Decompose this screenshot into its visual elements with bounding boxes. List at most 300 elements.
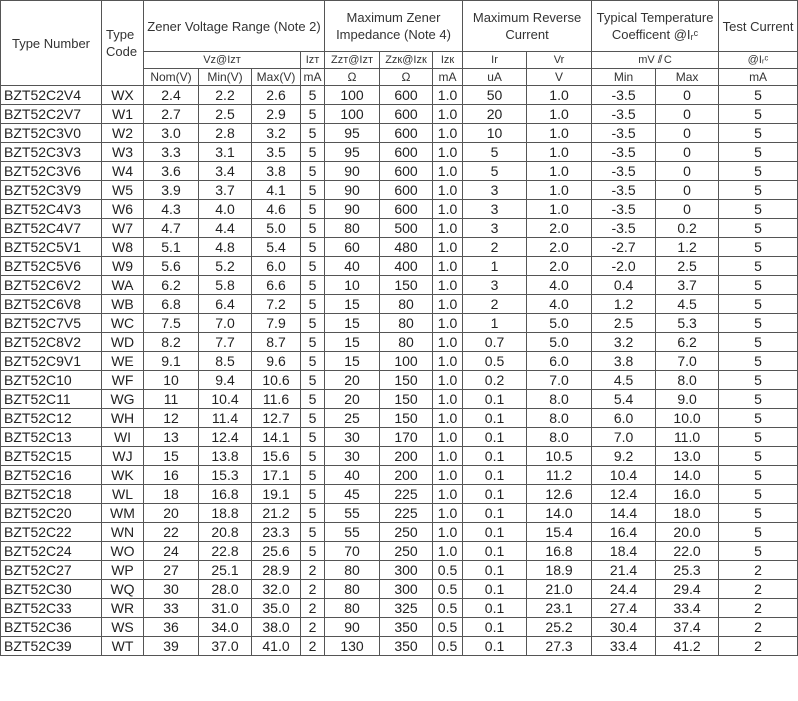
cell-tc-min: 30.4: [592, 618, 656, 637]
cell-izk: 1.0: [433, 162, 463, 181]
header-izt: Izт: [301, 52, 325, 69]
cell-ir: 0.1: [463, 447, 527, 466]
cell-izt: 5: [301, 314, 325, 333]
cell-vz-max: 6.6: [252, 276, 301, 295]
cell-vr: 2.0: [527, 257, 592, 276]
cell-vz-nom: 3.3: [144, 143, 199, 162]
cell-zzk: 600: [380, 124, 433, 143]
cell-ir: 2: [463, 238, 527, 257]
cell-type-code: WB: [102, 295, 144, 314]
cell-type-number: BZT52C3V6: [1, 162, 102, 181]
cell-type-number: BZT52C4V7: [1, 219, 102, 238]
header-unit-zzk: Ω: [380, 69, 433, 86]
table-row: [1, 428, 798, 447]
cell-ir: 5: [463, 143, 527, 162]
cell-type-code: WI: [102, 428, 144, 447]
cell-zzt: 30: [325, 428, 380, 447]
cell-ir: 0.1: [463, 580, 527, 599]
cell-tc-min: 16.4: [592, 523, 656, 542]
cell-izt: 5: [301, 238, 325, 257]
cell-zzt: 90: [325, 162, 380, 181]
cell-ir: 3: [463, 276, 527, 295]
cell-type-number: BZT52C12: [1, 409, 102, 428]
cell-izt: 5: [301, 428, 325, 447]
cell-vz-nom: 3.9: [144, 181, 199, 200]
cell-zzt: 10: [325, 276, 380, 295]
cell-vz-max: 8.7: [252, 333, 301, 352]
cell-vr: 1.0: [527, 181, 592, 200]
cell-vz-nom: 3.6: [144, 162, 199, 181]
cell-izk: 0.5: [433, 599, 463, 618]
cell-ir: 0.1: [463, 561, 527, 580]
cell-tc-max: 0: [656, 86, 719, 105]
cell-izt: 5: [301, 257, 325, 276]
cell-type-number: BZT52C5V6: [1, 257, 102, 276]
cell-izk: 1.0: [433, 124, 463, 143]
cell-vz-max: 4.1: [252, 181, 301, 200]
cell-test-current: 5: [719, 352, 798, 371]
header-tc-max: Max: [656, 69, 719, 86]
cell-vz-min: 3.7: [199, 181, 252, 200]
cell-izk: 1.0: [433, 523, 463, 542]
header-max-reverse-current: Maximum Reverse Current: [463, 1, 592, 52]
cell-tc-min: 1.2: [592, 295, 656, 314]
cell-type-number: BZT52C36: [1, 618, 102, 637]
cell-tc-min: 2.5: [592, 314, 656, 333]
cell-tc-max: 0: [656, 105, 719, 124]
table-row: [1, 542, 798, 561]
cell-izt: 5: [301, 181, 325, 200]
cell-type-code: W3: [102, 143, 144, 162]
cell-vz-min: 15.3: [199, 466, 252, 485]
cell-vz-nom: 5.1: [144, 238, 199, 257]
cell-vz-nom: 18: [144, 485, 199, 504]
cell-vr: 8.0: [527, 409, 592, 428]
header-test-current: Test Current: [719, 1, 798, 52]
cell-tc-max: 0: [656, 200, 719, 219]
cell-test-current: 5: [719, 181, 798, 200]
cell-vz-nom: 6.8: [144, 295, 199, 314]
header-unit-ir: uA: [463, 69, 527, 86]
cell-ir: 0.1: [463, 466, 527, 485]
cell-type-code: W4: [102, 162, 144, 181]
cell-zzt: 95: [325, 143, 380, 162]
cell-zzt: 70: [325, 542, 380, 561]
cell-type-code: WF: [102, 371, 144, 390]
cell-zzt: 15: [325, 352, 380, 371]
cell-zzt: 60: [325, 238, 380, 257]
cell-type-code: WD: [102, 333, 144, 352]
cell-test-current: 5: [719, 143, 798, 162]
cell-zzk: 600: [380, 162, 433, 181]
cell-tc-max: 6.2: [656, 333, 719, 352]
cell-ir: 0.1: [463, 523, 527, 542]
cell-vr: 21.0: [527, 580, 592, 599]
header-max: Max(V): [252, 69, 301, 86]
cell-tc-max: 13.0: [656, 447, 719, 466]
cell-zzt: 20: [325, 390, 380, 409]
cell-zzk: 150: [380, 371, 433, 390]
cell-ir: 0.1: [463, 618, 527, 637]
table-row: [1, 637, 798, 656]
header-type-code: Type Code: [102, 1, 144, 86]
cell-test-current: 5: [719, 295, 798, 314]
cell-test-current: 5: [719, 314, 798, 333]
cell-izk: 1.0: [433, 219, 463, 238]
cell-vz-max: 17.1: [252, 466, 301, 485]
cell-izk: 1.0: [433, 333, 463, 352]
cell-vz-min: 4.4: [199, 219, 252, 238]
cell-vz-nom: 7.5: [144, 314, 199, 333]
header-izk: Izк: [433, 52, 463, 69]
cell-zzt: 15: [325, 295, 380, 314]
cell-ir: 3: [463, 200, 527, 219]
table-row: [1, 105, 798, 124]
cell-ir: 50: [463, 86, 527, 105]
cell-type-number: BZT52C24: [1, 542, 102, 561]
cell-izk: 1.0: [433, 542, 463, 561]
cell-vr: 14.0: [527, 504, 592, 523]
cell-vz-max: 3.8: [252, 162, 301, 181]
cell-type-number: BZT52C8V2: [1, 333, 102, 352]
cell-vz-max: 38.0: [252, 618, 301, 637]
cell-tc-max: 16.0: [656, 485, 719, 504]
cell-tc-min: 12.4: [592, 485, 656, 504]
cell-vz-min: 6.4: [199, 295, 252, 314]
cell-vz-min: 16.8: [199, 485, 252, 504]
cell-type-number: BZT52C6V8: [1, 295, 102, 314]
cell-tc-max: 8.0: [656, 371, 719, 390]
cell-vz-max: 35.0: [252, 599, 301, 618]
cell-type-number: BZT52C3V3: [1, 143, 102, 162]
cell-vz-max: 25.6: [252, 542, 301, 561]
cell-vz-min: 8.5: [199, 352, 252, 371]
cell-tc-min: -3.5: [592, 181, 656, 200]
cell-vr: 1.0: [527, 124, 592, 143]
cell-ir: 1: [463, 314, 527, 333]
cell-vz-nom: 8.2: [144, 333, 199, 352]
cell-tc-max: 2.5: [656, 257, 719, 276]
cell-type-code: WJ: [102, 447, 144, 466]
cell-ir: 0.2: [463, 371, 527, 390]
cell-type-number: BZT52C3V9: [1, 181, 102, 200]
cell-vr: 8.0: [527, 390, 592, 409]
cell-vr: 5.0: [527, 314, 592, 333]
header-vz-at-izt: Vz@Izт: [144, 52, 301, 69]
cell-vz-max: 11.6: [252, 390, 301, 409]
header-unit-vr: V: [527, 69, 592, 86]
cell-zzk: 600: [380, 181, 433, 200]
cell-ir: 3: [463, 219, 527, 238]
cell-tc-min: 24.4: [592, 580, 656, 599]
cell-vr: 7.0: [527, 371, 592, 390]
header-ir: Ir: [463, 52, 527, 69]
cell-vz-min: 37.0: [199, 637, 252, 656]
cell-izt: 5: [301, 371, 325, 390]
cell-vz-max: 4.6: [252, 200, 301, 219]
cell-test-current: 5: [719, 162, 798, 181]
cell-zzt: 15: [325, 333, 380, 352]
cell-tc-min: 6.0: [592, 409, 656, 428]
cell-type-number: BZT52C9V1: [1, 352, 102, 371]
cell-izk: 0.5: [433, 580, 463, 599]
cell-test-current: 2: [719, 618, 798, 637]
cell-izk: 0.5: [433, 561, 463, 580]
cell-vz-nom: 9.1: [144, 352, 199, 371]
cell-test-current: 5: [719, 276, 798, 295]
cell-tc-min: -3.5: [592, 200, 656, 219]
cell-zzt: 90: [325, 618, 380, 637]
cell-vr: 2.0: [527, 238, 592, 257]
cell-zzt: 80: [325, 561, 380, 580]
cell-vz-max: 3.5: [252, 143, 301, 162]
cell-type-code: WQ: [102, 580, 144, 599]
cell-izt: 5: [301, 542, 325, 561]
cell-zzk: 600: [380, 86, 433, 105]
cell-zzk: 250: [380, 542, 433, 561]
cell-izk: 1.0: [433, 428, 463, 447]
table-row: [1, 257, 798, 276]
cell-vz-min: 20.8: [199, 523, 252, 542]
cell-izk: 1.0: [433, 86, 463, 105]
cell-test-current: 5: [719, 371, 798, 390]
cell-izt: 5: [301, 276, 325, 295]
cell-tc-min: 4.5: [592, 371, 656, 390]
cell-vr: 10.5: [527, 447, 592, 466]
cell-vz-nom: 11: [144, 390, 199, 409]
cell-ir: 1: [463, 257, 527, 276]
cell-izk: 1.0: [433, 390, 463, 409]
cell-type-code: W8: [102, 238, 144, 257]
cell-type-code: WG: [102, 390, 144, 409]
cell-tc-max: 0: [656, 143, 719, 162]
cell-tc-max: 5.3: [656, 314, 719, 333]
table-row: [1, 580, 798, 599]
cell-test-current: 5: [719, 466, 798, 485]
table-row: [1, 523, 798, 542]
cell-type-number: BZT52C22: [1, 523, 102, 542]
cell-tc-max: 22.0: [656, 542, 719, 561]
cell-test-current: 2: [719, 599, 798, 618]
cell-vz-nom: 10: [144, 371, 199, 390]
cell-type-number: BZT52C13: [1, 428, 102, 447]
cell-ir: 0.1: [463, 485, 527, 504]
cell-zzt: 95: [325, 124, 380, 143]
cell-vz-min: 3.4: [199, 162, 252, 181]
cell-zzk: 480: [380, 238, 433, 257]
cell-vz-max: 14.1: [252, 428, 301, 447]
cell-vz-min: 2.5: [199, 105, 252, 124]
cell-vr: 8.0: [527, 428, 592, 447]
table-body: [1, 86, 798, 656]
cell-ir: 0.1: [463, 428, 527, 447]
header-unit-test: mA: [719, 69, 798, 86]
cell-vr: 1.0: [527, 143, 592, 162]
cell-vz-min: 18.8: [199, 504, 252, 523]
cell-vz-min: 4.0: [199, 200, 252, 219]
cell-tc-max: 11.0: [656, 428, 719, 447]
table-row: [1, 466, 798, 485]
table-row: [1, 485, 798, 504]
cell-zzk: 600: [380, 143, 433, 162]
cell-tc-min: 7.0: [592, 428, 656, 447]
cell-izt: 5: [301, 485, 325, 504]
cell-vz-nom: 13: [144, 428, 199, 447]
cell-ir: 0.1: [463, 637, 527, 656]
header-temp-unit: mV /̸ C: [592, 52, 719, 69]
cell-vz-nom: 12: [144, 409, 199, 428]
cell-izk: 1.0: [433, 466, 463, 485]
cell-type-number: BZT52C2V7: [1, 105, 102, 124]
cell-izk: 1.0: [433, 276, 463, 295]
cell-type-code: WS: [102, 618, 144, 637]
cell-tc-min: -3.5: [592, 124, 656, 143]
cell-zzt: 80: [325, 599, 380, 618]
cell-tc-min: -3.5: [592, 105, 656, 124]
header-nom: Nom(V): [144, 69, 199, 86]
cell-zzt: 100: [325, 86, 380, 105]
cell-tc-min: 14.4: [592, 504, 656, 523]
cell-izt: 5: [301, 219, 325, 238]
cell-vz-min: 9.4: [199, 371, 252, 390]
cell-vr: 1.0: [527, 162, 592, 181]
cell-type-code: WK: [102, 466, 144, 485]
cell-vz-min: 10.4: [199, 390, 252, 409]
cell-vr: 27.3: [527, 637, 592, 656]
cell-test-current: 5: [719, 124, 798, 143]
cell-vz-nom: 4.3: [144, 200, 199, 219]
header-zener-voltage: Zener Voltage Range (Note 2): [144, 1, 325, 52]
cell-vz-max: 12.7: [252, 409, 301, 428]
cell-type-number: BZT52C33: [1, 599, 102, 618]
cell-zzk: 600: [380, 105, 433, 124]
table-row: [1, 390, 798, 409]
cell-vz-min: 34.0: [199, 618, 252, 637]
cell-type-code: W9: [102, 257, 144, 276]
cell-zzt: 90: [325, 181, 380, 200]
cell-izt: 5: [301, 504, 325, 523]
cell-type-code: W1: [102, 105, 144, 124]
cell-type-number: BZT52C30: [1, 580, 102, 599]
header-type-number: Type Number: [1, 1, 102, 86]
cell-type-code: W6: [102, 200, 144, 219]
cell-zzt: 90: [325, 200, 380, 219]
cell-ir: 0.1: [463, 599, 527, 618]
cell-tc-max: 0: [656, 162, 719, 181]
table-row: [1, 504, 798, 523]
cell-izt: 5: [301, 352, 325, 371]
cell-type-code: W7: [102, 219, 144, 238]
cell-test-current: 5: [719, 333, 798, 352]
cell-izk: 1.0: [433, 143, 463, 162]
cell-tc-min: -3.5: [592, 162, 656, 181]
cell-zzt: 45: [325, 485, 380, 504]
cell-tc-max: 9.0: [656, 390, 719, 409]
table-row: [1, 371, 798, 390]
cell-vz-nom: 39: [144, 637, 199, 656]
cell-test-current: 5: [719, 238, 798, 257]
table-row: [1, 124, 798, 143]
cell-type-number: BZT52C18: [1, 485, 102, 504]
cell-izk: 0.5: [433, 637, 463, 656]
cell-vr: 1.0: [527, 86, 592, 105]
cell-vz-max: 28.9: [252, 561, 301, 580]
cell-vz-max: 23.3: [252, 523, 301, 542]
cell-vz-max: 3.2: [252, 124, 301, 143]
cell-vz-min: 7.7: [199, 333, 252, 352]
cell-vr: 18.9: [527, 561, 592, 580]
cell-vz-min: 2.8: [199, 124, 252, 143]
table-row: [1, 219, 798, 238]
cell-vr: 1.0: [527, 105, 592, 124]
cell-type-number: BZT52C2V4: [1, 86, 102, 105]
cell-izt: 5: [301, 124, 325, 143]
cell-tc-min: 21.4: [592, 561, 656, 580]
cell-ir: 0.7: [463, 333, 527, 352]
cell-type-code: WX: [102, 86, 144, 105]
cell-vz-nom: 22: [144, 523, 199, 542]
cell-zzk: 150: [380, 409, 433, 428]
header-typ-temp-coeff: Typical Temperature Coefficent @Iᵣᶜ: [592, 1, 719, 52]
cell-zzk: 200: [380, 447, 433, 466]
table-row: [1, 276, 798, 295]
cell-izt: 5: [301, 333, 325, 352]
cell-vz-min: 11.4: [199, 409, 252, 428]
cell-izk: 1.0: [433, 105, 463, 124]
cell-test-current: 5: [719, 523, 798, 542]
cell-vz-nom: 2.4: [144, 86, 199, 105]
cell-tc-max: 10.0: [656, 409, 719, 428]
cell-tc-min: 3.2: [592, 333, 656, 352]
cell-type-code: W5: [102, 181, 144, 200]
cell-izt: 5: [301, 200, 325, 219]
cell-vz-nom: 15: [144, 447, 199, 466]
cell-zzk: 170: [380, 428, 433, 447]
cell-type-number: BZT52C39: [1, 637, 102, 656]
cell-vr: 2.0: [527, 219, 592, 238]
cell-vz-nom: 20: [144, 504, 199, 523]
cell-zzk: 80: [380, 314, 433, 333]
cell-izt: 5: [301, 466, 325, 485]
cell-izt: 2: [301, 618, 325, 637]
cell-vz-min: 5.8: [199, 276, 252, 295]
table-row: [1, 352, 798, 371]
cell-vr: 1.0: [527, 200, 592, 219]
cell-type-number: BZT52C16: [1, 466, 102, 485]
cell-izk: 1.0: [433, 200, 463, 219]
header-zzt-at-izt: Zzт@Izт: [325, 52, 380, 69]
cell-zzk: 600: [380, 200, 433, 219]
cell-type-number: BZT52C6V2: [1, 276, 102, 295]
cell-vz-max: 2.6: [252, 86, 301, 105]
cell-vz-nom: 27: [144, 561, 199, 580]
cell-vr: 11.2: [527, 466, 592, 485]
cell-zzk: 225: [380, 504, 433, 523]
cell-vz-min: 2.2: [199, 86, 252, 105]
cell-vz-nom: 24: [144, 542, 199, 561]
cell-ir: 0.1: [463, 409, 527, 428]
table-row: [1, 181, 798, 200]
cell-tc-max: 3.7: [656, 276, 719, 295]
header-unit-izk: mA: [433, 69, 463, 86]
cell-vz-max: 32.0: [252, 580, 301, 599]
cell-zzt: 80: [325, 580, 380, 599]
cell-type-code: WE: [102, 352, 144, 371]
header-unit-izt: mA: [301, 69, 325, 86]
cell-vr: 4.0: [527, 295, 592, 314]
cell-zzk: 250: [380, 523, 433, 542]
cell-test-current: 5: [719, 447, 798, 466]
